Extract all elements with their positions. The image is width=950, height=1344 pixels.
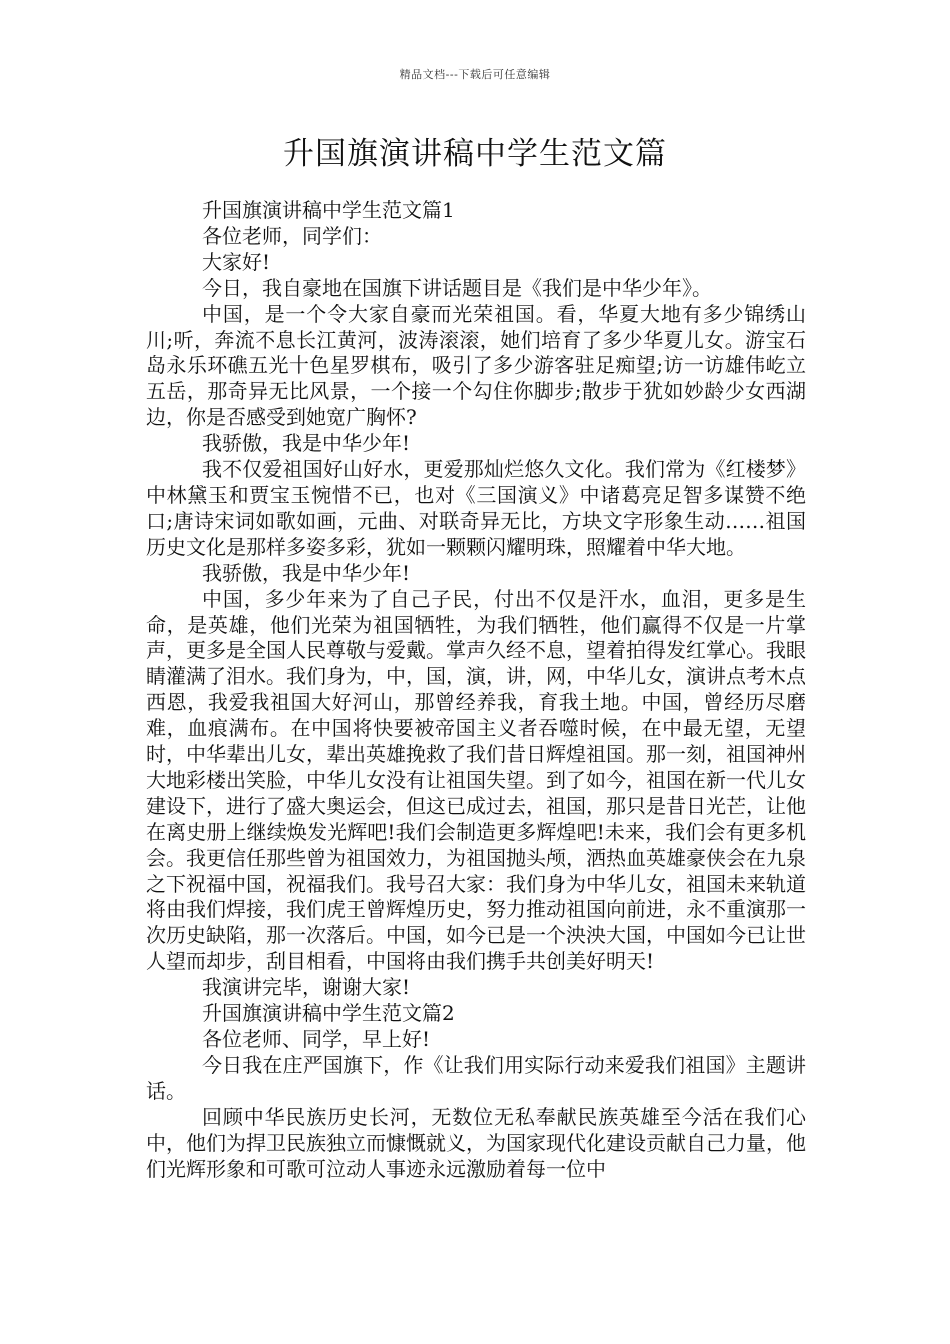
- paragraph: 中国，是一个令大家自豪而光荣祖国。看，华夏大地有多少锦绣山川;听，奔流不息长江黄河，波涛滚滚，她们培育了多少华夏儿女。游宝石岛永乐环礁五光十色星罗棋布，吸引了多少游客驻足痴望;访一访雄伟屹立五岳，那奇异无比风景，一个接一个勾住你脚步;散步于犹如妙龄少女西湖边，你是否感受到她宽广胸怀?: [146, 301, 806, 430]
- page-header-note: 精品文档---下载后可任意编辑: [399, 68, 551, 81]
- document-title: 升国旗演讲稿中学生范文篇: [283, 136, 667, 172]
- section-heading: 升国旗演讲稿中学生范文篇2: [202, 1001, 455, 1026]
- refrain: 我骄傲，我是中华少年!: [202, 560, 411, 585]
- greeting: 各位老师，同学们：: [202, 223, 382, 248]
- greeting: 各位老师、同学，早上好!: [202, 1027, 431, 1051]
- paragraph: 今日我在庄严国旗下，作《让我们用实际行动来爱我们祖国》主题讲话。: [146, 1052, 806, 1103]
- paragraph: 回顾中华民族历史长河，无数位无私奉献民族英雄至今活在我们心中，他们为捍卫民族独立而慷慨就义，为国家现代化建设贡献自己力量，他们光辉形象和可歌可泣动人事迹永远激励着每一位中: [146, 1104, 806, 1181]
- greeting: 大家好!: [202, 249, 271, 274]
- paragraph: 我不仅爱祖国好山好水，更爱那灿烂悠久文化。我们常为《红楼梦》中林黛玉和贾宝玉惋惜不已，也对《三国演义》中诸葛亮足智多谋赞不绝口;唐诗宋词如歌如画，元曲、对联奇异无比，方块文字形象生动……祖国历史文化是那样多姿多彩，犹如一颗颗闪耀明珠，照耀着中华大地。: [146, 457, 806, 559]
- paragraph: 中国，多少年来为了自己子民，付出不仅是汗水，血泪，更多是生命，是英雄，他们光荣为祖国牺牲，为我们牺牲，他们赢得不仅是一片掌声，更多是全国人民尊敬与爱戴。掌声久经不息，望着拍得发红掌心。我眼睛灌满了泪水。我们身为，中，国，演，讲，网，中华儿女，演讲点考木点西恩，我爱我祖国大好河山，那曾经养我，育我土地。中国，曾经历尽磨难，血痕满布。在中国将快要被帝国主义者吞噬时候，在中最无望，无望时，中华辈出儿女，辈出英雄挽救了我们昔日辉煌祖国。那一刻，祖国神州大地彩楼出笑脸，中华儿女没有让祖国失望。到了如今，祖国在新一代儿女建设下，进行了盛大奥运会，但这已成过去，祖国，那只是昔日光芒，让他在离史册上继续焕发光辉吧!我们会制造更多辉煌吧!未来，我们会有更多机会。我更信任那些曾为祖国效力，为祖国抛头颅，洒热血英雄豪侠会在九泉之下祝福中国，祝福我们。我号召大家：我们身为中华儿女，祖国未来轨道将由我们焊接，我们虎王曾辉煌历史，努力推动祖国向前进，永不重演那一次历史缺陷，那一次落后。中国，如今已是一个泱泱大国，中国如今已让世人望而却步，刮目相看，中国将由我们携手共创美好明天!: [146, 586, 806, 974]
- document-body: [146, 198, 806, 1182]
- refrain: 我骄傲，我是中华少年!: [202, 431, 411, 456]
- closing: 我演讲完毕，谢谢大家!: [202, 975, 411, 1000]
- section-heading: 升国旗演讲稿中学生范文篇1: [202, 198, 455, 222]
- paragraph: 今日，我自豪地在国旗下讲话题目是《我们是中华少年》。: [202, 275, 712, 300]
